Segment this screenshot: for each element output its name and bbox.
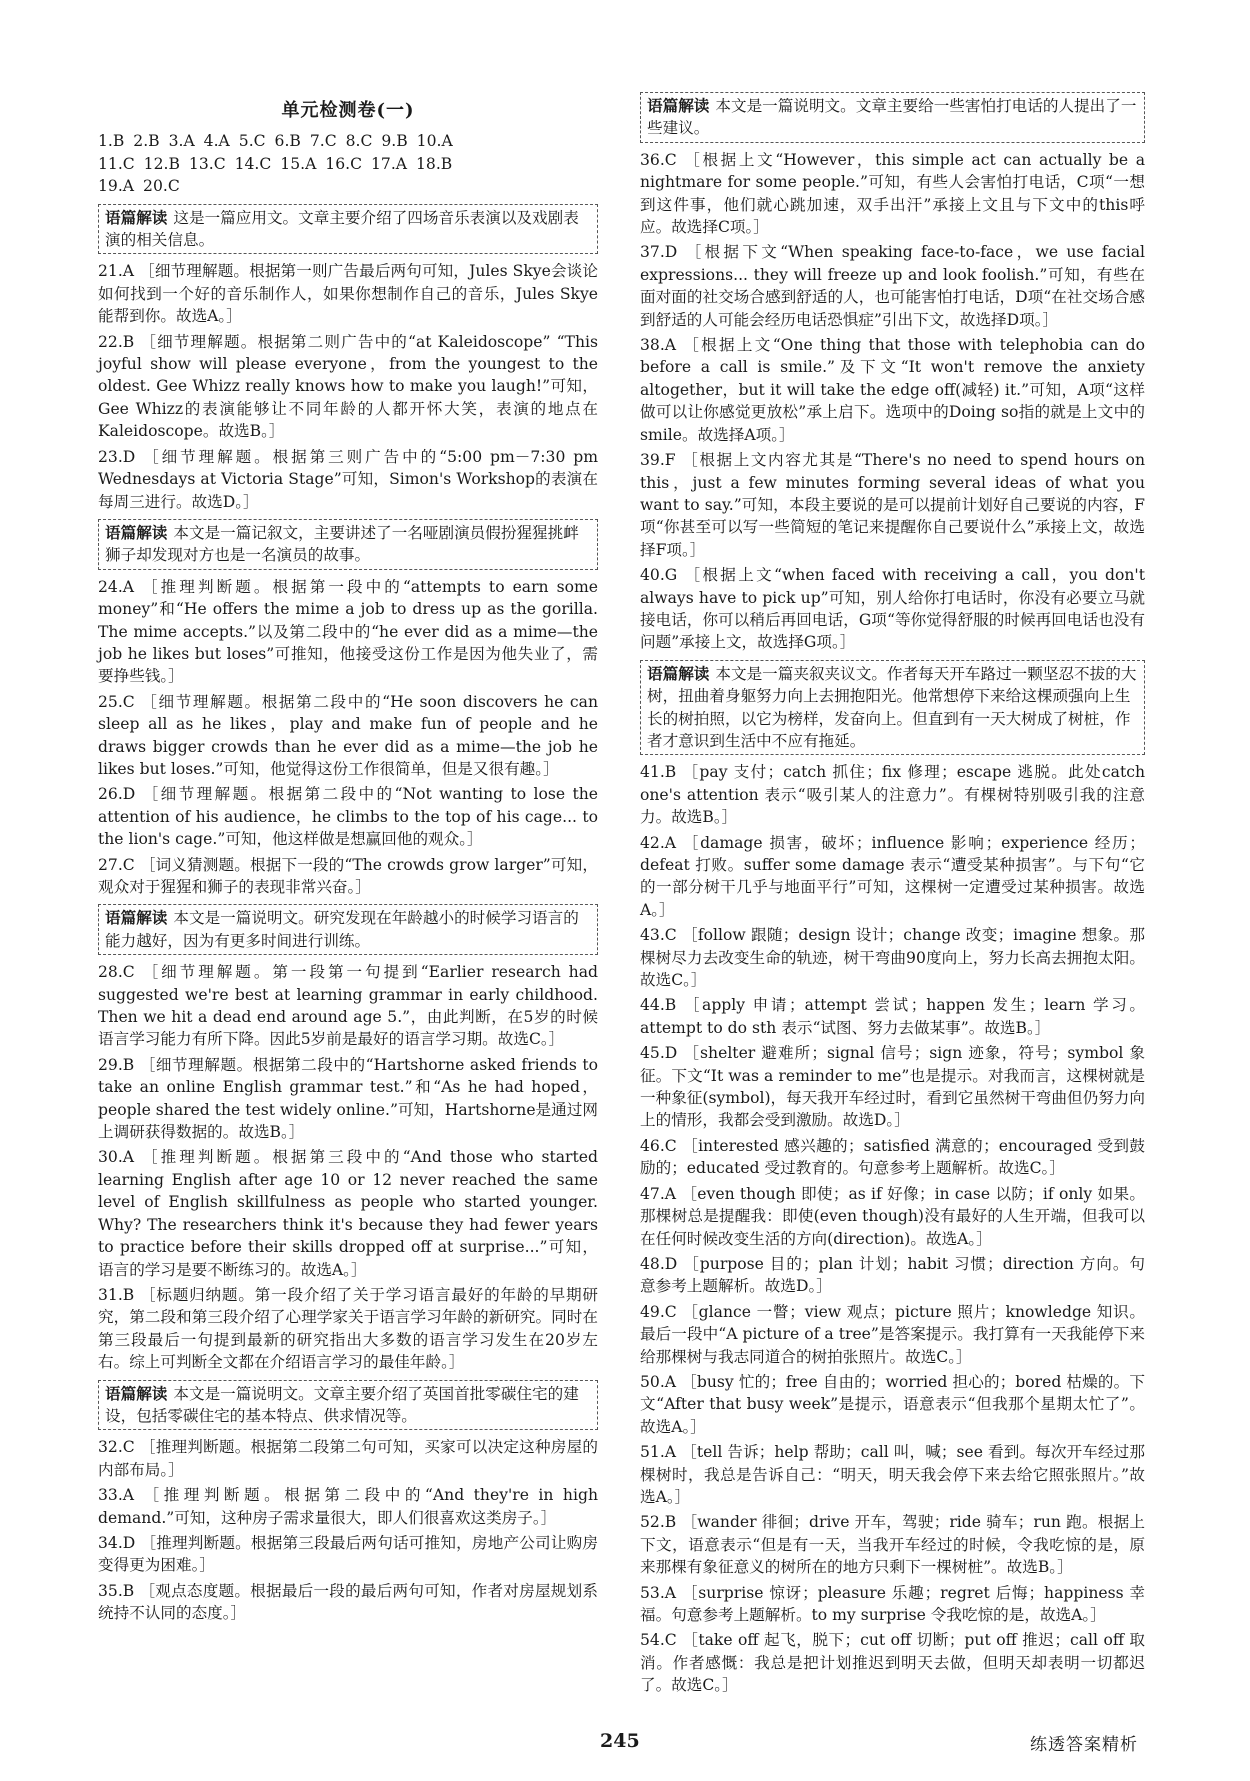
- answer-explanation: 27.C ［词义猜测题。根据下一段的“The crowds grow larger”可知，观众对于猩猩和狮子的表现非常兴奋。］: [98, 855, 598, 896]
- right-column: [640, 86, 1145, 1700]
- page-title: 单元检测卷(一): [281, 100, 415, 121]
- answer-explanation: 50.A ［busy 忙的；free 自由的；worried 担心的；bored 枯燥的。下文“After that busy week”是提示，语意表示“但我那个星期太忙了”。故选A。］: [640, 1372, 1145, 1436]
- answer-explanation: 45.D ［shelter 避难所；signal 信号；sign 迹象，符号；symbol 象征。下文“It was a reminder to me”也是提示。对我而言，这棵树就是一种象征(symbol)，每天我开车经过时，看到它虽然树干弯曲但仍努力向上的情形，我都会受到激励。故选D。］: [640, 1044, 1145, 1130]
- answer-explanation: 32.C ［推理判断题。根据第二段第二句可知，买家可以决定这种房屋的内部布局。］: [98, 1438, 598, 1479]
- answer-explanation: 46.C ［interested 感兴趣的；satisfied 满意的；encouraged 受到鼓励的；educated 受过教育的。句意参考上题解析。故选C。］: [640, 1136, 1145, 1178]
- passage-summary-tag: 语篇解读: [647, 663, 710, 683]
- passage-summary-box: [98, 204, 598, 255]
- answer-key: [98, 130, 598, 197]
- answer-explanation: 33.A ［推理判断题。根据第二段中的“And they're in high demand.”可知，这种房子需求量很大，即人们很喜欢这类房子。］: [98, 1486, 598, 1527]
- answer-explanation: 52.B ［wander 徘徊；drive 开车，驾驶；ride 骑车；run 跑。根据上下文，语意表示“但是有一天，当我开车经过的时候，令我吃惊的是，原来那棵有象征意义的树所在的地方只剩下一棵树桩”。故选B。］: [640, 1513, 1145, 1577]
- passage-summary-box: [98, 1380, 598, 1431]
- passage-summary-box: [640, 660, 1145, 756]
- answer-explanation: 40.G ［根据上文“when faced with receiving a call，you don't always have to pick up”可知，别人给你打电话时，你没有必要立马就接电话，你可以稍后再回电话，G项“等你觉得舒服的时候再回电话也没有问题”承接上文，故选择G项。］: [640, 566, 1145, 652]
- answer-explanation: 37.D ［根据下文“When speaking face-to-face，we use facial expressions... they will freeze up and look foolish.”可知，有些在面对面的社交场合感到舒适的人，也可能害怕打电话，D项“在社交场合感到舒适的人可能会经历电话恐惧症”引出下文，故选择D项。］: [640, 243, 1145, 329]
- answer-explanation: 35.B ［观点态度题。根据最后一段的最后两句可知，作者对房屋规划系统持不认同的态度。］: [98, 1581, 598, 1623]
- passage-summary-text: 本文是一篇说明文。文章主要给一些害怕打电话的人提出了一些建议。: [647, 97, 1137, 138]
- passage-summary-text: 本文是一篇说明文。研究发现在年龄越小的时候学习语言的能力越好，因为有更多时间进行训练。: [105, 909, 579, 950]
- passage-summary-tag: 语篇解读: [105, 522, 168, 542]
- left-column: [98, 86, 598, 1628]
- answer-explanation: 38.A ［根据上文“One thing that those with telephobia can do before a call is smile.”及下文“It won't remove the anxiety altogether，but it will take the edge off(减轻) it.”可知，A项“这样做可以让你感觉更放松”承上启下。选项中的Doing so指的就是上文中的smile。故选择A项。］: [640, 336, 1145, 444]
- answer-line: 11.C 12.B 13.C 14.C 15.A 16.C 17.A 18.B: [98, 154, 453, 173]
- answer-explanation: 25.C ［细节理解题。根据第二段中的“He soon discovers he can sleep all as he likes，play and make fun of people and he draws bigger crowds than he ever did as a mime—the job he likes but loses.”可知，他觉得这份工作很简单，但是又很有趣。］: [98, 692, 598, 778]
- answer-explanation: 39.F ［根据上文内容尤其是“There's no need to spend hours on this，just a few minutes forming several ideas of what you want to say.”可知，本段主要说的是可以提前计划好自己要说的内容，F项“你甚至可以写一些简短的笔记来提醒你自己要说什么”承接上文，故选择F项。］: [640, 451, 1145, 559]
- answer-explanation: 36.C ［根据上文“However，this simple act can actually be a nightmare for some people.”可知，有些人会害怕打电话，C项“一想到这件事，他们就心跳加速，双手出汗”承接上文且与下文中的this呼应。故选择C项。］: [640, 150, 1145, 237]
- answer-explanation: 24.A ［推理判断题。根据第一段中的“attempts to earn some money”和“He offers the mime a job to dress up as the gorilla. The mime accepts.”以及第二段中的“he ever did as a mime—the job he likes but loses”可推知，他接受这份工作是因为他失业了，需要挣些钱。］: [98, 577, 598, 686]
- passage-summary-tag: 语篇解读: [105, 908, 168, 928]
- answer-explanation: 51.A ［tell 告诉；help 帮助；call 叫，喊；see 看到。每次开车经过那棵树时，我总是告诉自己：“明天，明天我会停下来去给它照张照片。”故选A。］: [640, 1443, 1145, 1506]
- answer-explanation: 26.D ［细节理解题。根据第二段中的“Not wanting to lose the attention of his audience，he climbs to the top of his cage... to the lion's cage.”可知，他这样做是想赢回他的观众。］: [98, 785, 598, 849]
- answer-explanation: 48.D ［purpose 目的；plan 计划；habit 习惯；direction 方向。句意参考上题解析。故选D。］: [640, 1254, 1145, 1296]
- passage-summary-tag: 语篇解读: [105, 1383, 168, 1403]
- page-number: 245: [600, 1730, 640, 1752]
- answer-explanation: 54.C ［take off 起飞，脱下；cut off 切断；put off 推迟；call off 取消。作者感慨：我总是把计划推迟到明天去做，但明天却表明一切都迟了。故选C。］: [640, 1631, 1145, 1695]
- answer-line: 19.A 20.C: [98, 177, 180, 196]
- passage-summary-box: [98, 519, 598, 570]
- passage-summary-tag: 语篇解读: [105, 207, 168, 227]
- passage-summary-box: [98, 904, 598, 955]
- answer-explanation: 34.D ［推理判断题。根据第三段最后两句话可推知，房地产公司让购房变得更为困难。］: [98, 1533, 598, 1575]
- passage-summary-text: 本文是一篇记叙文，主要讲述了一名哑剧演员假扮猩猩挑衅狮子却发现对方也是一名演员的故事。: [105, 523, 579, 565]
- answer-explanation: 22.B ［细节理解题。根据第二则广告中的“at Kaleidoscope” “This joyful show will please everyone，from the youngest to the oldest. Gee Whizz really knows how to make you laugh!”可知，Gee Whizz的表演能够让不同年龄的人都开怀大笑，表演的地点在Kaleidoscope。故选B。］: [98, 332, 598, 441]
- answer-explanation: 43.C ［follow 跟随；design 设计；change 改变；imagine 想象。那棵树尽力去改变生命的轨迹，树干弯曲90度向上，努力长高去拥抱太阳。故选C。］: [640, 926, 1145, 990]
- passage-summary-text: 本文是一篇夹叙夹议文。作者每天开车路过一颗坚忍不拔的大树，扭曲着身躯努力向上去拥抱阳光。他常想停下来给这棵顽强向上生长的树拍照，以它为榜样，发奋向上。但直到有一天大树成了树桩，作者才意识到生活中不应有拖延。: [647, 664, 1137, 750]
- answer-explanation: 53.A ［surprise 惊讶；pleasure 乐趣；regret 后悔；happiness 幸福。句意参考上题解析。to my surprise 令我吃惊的是，故选A。］: [640, 1583, 1145, 1624]
- right-body: [640, 92, 1145, 1697]
- answer-explanation: 47.A ［even though 即使；as if 好像；in case 以防；if only 如果。那棵树总是提醒我：即使(even though)没有最好的人生开端，但我可以在任何时候改变生活的方向(direction)。故选A。］: [640, 1184, 1145, 1248]
- answer-line: 1.B 2.B 3.A 4.A 5.C 6.B 7.C 8.C 9.B 10.A: [98, 132, 453, 151]
- passage-summary-text: 这是一篇应用文。文章主要介绍了四场音乐表演以及戏剧表演的相关信息。: [105, 208, 579, 250]
- answer-explanation: 29.B ［细节理解题。根据第二段中的“Hartshorne asked friends to take an online English grammar test.”和“As he had hoped，people shared the test widely online.”可知，Hartshorne是通过网上调研获得数据的。故选B。］: [98, 1055, 598, 1142]
- passage-summary-tag: 语篇解读: [647, 96, 710, 115]
- answer-explanation: 41.B ［pay 支付；catch 抓住；fix 修理；escape 逃脱。此处catch one's attention 表示“吸引某人的注意力”。有棵树特别吸引我的注意力。故选B。］: [640, 763, 1145, 827]
- footer-label: 练透答案精析: [1030, 1735, 1138, 1755]
- passage-summary-text: 本文是一篇说明文。文章主要介绍了英国首批零碳住宅的建设，包括零碳住宅的基本特点、供求情况等。: [105, 1384, 579, 1425]
- answer-explanation: 42.A ［damage 损害，破坏；influence 影响；experience 经历；defeat 打败。suffer some damage 表示“遭受某种损害”。与下句“它的一部分树干几乎与地面平行”可知，这棵树一定遭受过某种损害。故选A。］: [640, 833, 1145, 919]
- answer-explanation: 31.B ［标题归纳题。第一段介绍了关于学习语言最好的年龄的早期研究，第二段和第三段介绍了心理学家关于语言学习年龄的新研究。同时在第三段最后一句提到最新的研究指出大多数的语言学习发生在20岁左右。综上可判断全文都在介绍语言学习的最佳年龄。］: [98, 1285, 598, 1372]
- answer-explanation: 21.A ［细节理解题。根据第一则广告最后两句可知，Jules Skye会谈论如何找到一个好的音乐制作人，如果你想制作自己的音乐，Jules Skye能帮到你。故选A。］: [98, 262, 598, 326]
- answer-explanation: 30.A ［推理判断题。根据第三段中的“And those who started learning English after age 10 or 12 never reached the same level of English skillfulness as people who started younger. Why? The researchers think it's because they had fewer years to practice before their skills dropped off at surprise...”可知，语言的学习是要不断练习的。故选A。］: [98, 1148, 598, 1279]
- answer-explanation: 44.B ［apply 申请；attempt 尝试；happen 发生；learn 学习。attempt to do sth 表示“试图、努力去做某事”。故选B。］: [640, 996, 1145, 1037]
- left-body: [98, 204, 598, 1625]
- answer-explanation: 49.C ［glance 一瞥；view 观点；picture 照片；knowledge 知识。最后一段中“A picture of a tree”是答案提示。我打算有一天我能停下来给那棵树与我志同道合的树拍张照片。故选C。］: [640, 1302, 1145, 1366]
- answer-explanation: 28.C ［细节理解题。第一段第一句提到“Earlier research had suggested we're best at learning grammar in early childhood. Then we hit a dead end around age 5.”，由此判断，在5岁的时候语言学习能力有所下降。因此5岁前是最好的语言学习期。故选C。］: [98, 963, 598, 1049]
- answer-explanation: 23.D ［细节理解题。根据第三则广告中的“5:00 pm－7:30 pm Wednesdays at Victoria Stage”可知，Simon's Workshop的表演在每周三进行。故选D。］: [98, 447, 598, 511]
- passage-summary-box: [640, 92, 1145, 143]
